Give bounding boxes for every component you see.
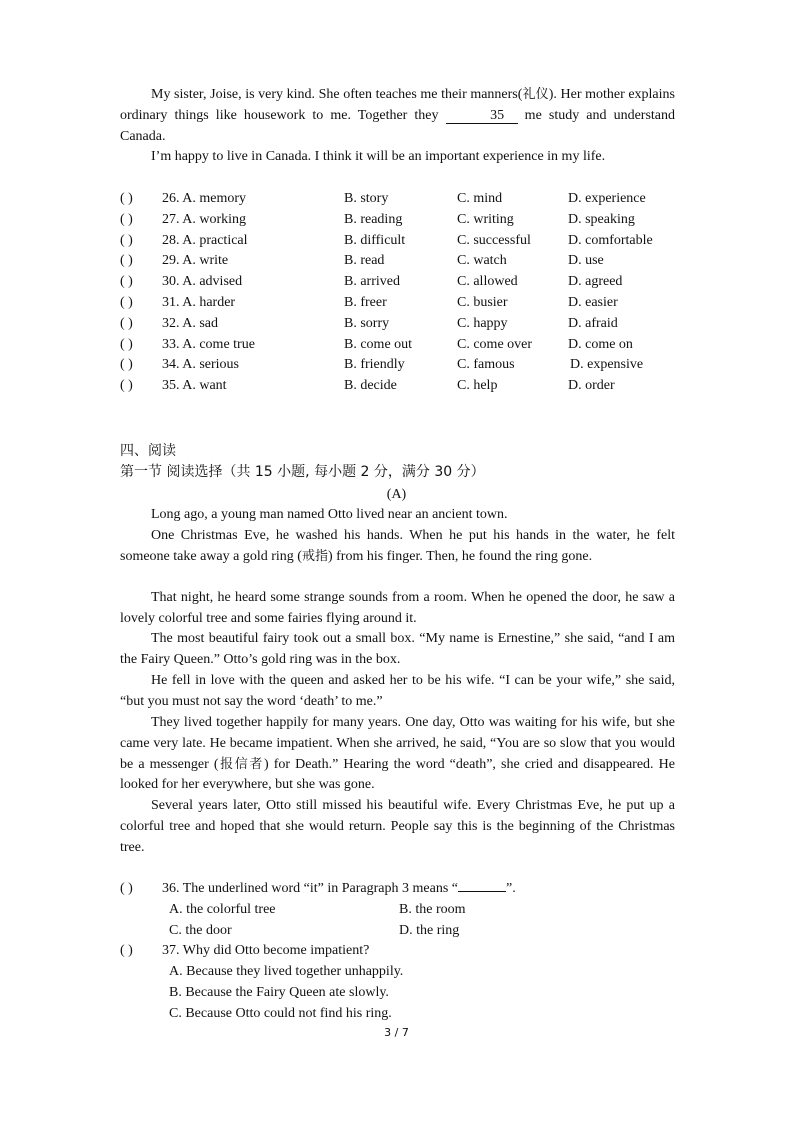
choice-option[interactable]: A. Because they lived together unhappily. [169, 964, 404, 979]
underline-blank [458, 891, 506, 892]
answer-paren[interactable]: ( ) [120, 357, 133, 372]
question-37: ( ) 37. Why did Otto become impatient? [120, 943, 370, 958]
reading-paragraph: Long ago, a young man named Otto lived near an ancient town. [151, 507, 508, 522]
option-row: ( ) 27. A. working B. reading C. writing D. speaking [120, 210, 680, 231]
reading-paragraph: Several years later, Otto still missed his beautiful wife. Every Christmas Eve, he put up a colorful tree and hoped that she would return. People say this is the beginning of the Christmas tree. [120, 798, 675, 855]
answer-paren[interactable]: ( ) [120, 881, 133, 896]
option-row: ( ) 31. A. harder B. freer C. busier D. easier [120, 293, 680, 314]
answer-paren[interactable]: ( ) [120, 316, 133, 331]
reading-paragraph: He fell in love with the queen and asked her to be his wife. “I can be your wife,” she said, “but you must not say the word ‘death’ to me.” [120, 673, 675, 709]
answer-paren[interactable]: ( ) [120, 378, 133, 393]
reading-paragraph: One Christmas Eve, he washed his hands. When he put his hands in the water, he felt someone take away a gold ring (戒指) from his finger. Then, he found the ring gone. [120, 528, 675, 564]
option-row: ( ) 29. A. write B. read C. watch D. use [120, 251, 680, 272]
answer-paren[interactable]: ( ) [120, 253, 133, 268]
passage-label: (A) [386, 487, 407, 502]
answer-paren[interactable]: ( ) [120, 337, 133, 352]
question-36: ( ) 36. The underlined word “it” in Paragraph 3 means “ ”. [120, 881, 516, 896]
answer-paren[interactable]: ( ) [120, 274, 133, 289]
option-row: ( ) 28. A. practical B. difficult C. successful D. comfortable [120, 231, 680, 252]
option-row: ( ) 32. A. sad B. sorry C. happy D. afraid [120, 314, 680, 335]
section-title: 四、阅读 [120, 443, 176, 459]
answer-paren[interactable]: ( ) [120, 191, 133, 206]
option-row: ( ) 26. A. memory B. story C. mind D. experience [120, 189, 680, 210]
reading-paragraph: They lived together happily for many years. One day, Otto was waiting for his wife, but she came very late. He became impatient. When she arrived, he said, “You are so slow that you would be a messenger (报信者) for Death.” Hearing the word “death”, she cried and disappeared. He looked for her everywhere, but she was gone. [120, 715, 675, 793]
reading-paragraph: The most beautiful fairy took out a small box. “My name is Ernestine,” she said, “and I am the Fairy Queen.” Otto’s gold ring was in the box. [120, 631, 675, 667]
choice-option[interactable]: B. Because the Fairy Queen ate slowly. [169, 985, 389, 1000]
passage-paragraph: My sister, Joise, is very kind. She often teaches me their manners(礼仪). Her mother explains ordinary things like housework to me. Together they 35 me study and understand Canada. [120, 87, 675, 144]
choice-option[interactable]: C. Because Otto could not find his ring. [169, 1006, 392, 1021]
answer-paren[interactable]: ( ) [120, 233, 133, 248]
option-row: ( ) 35. A. want B. decide C. help D. order [120, 376, 680, 397]
choice-option[interactable]: C. the door [169, 923, 232, 938]
section-subtitle: 第一节 阅读选择（共 15 小题, 每小题 2 分，满分 30 分） [120, 464, 485, 480]
option-row: ( ) 34. A. serious B. friendly C. famous D. expensive [120, 355, 680, 376]
passage-paragraph: I’m happy to live in Canada. I think it will be an important experience in my life. [151, 149, 606, 164]
choice-option[interactable]: D. the ring [399, 923, 460, 938]
reading-paragraph: That night, he heard some strange sounds from a room. When he opened the door, he saw a lovely colorful tree and some fairies flying around it. [120, 590, 675, 626]
page-number: 3 / 7 [384, 1026, 409, 1039]
option-row: ( ) 33. A. come true B. come out C. come over D. come on [120, 335, 680, 356]
option-row: ( ) 30. A. advised B. arrived C. allowed D. agreed [120, 272, 680, 293]
choice-option[interactable]: B. the room [399, 902, 466, 917]
answer-paren[interactable]: ( ) [120, 943, 133, 958]
answer-blank-35: 35 [446, 109, 518, 124]
choice-option[interactable]: A. the colorful tree [169, 902, 276, 917]
answer-paren[interactable]: ( ) [120, 212, 133, 227]
answer-paren[interactable]: ( ) [120, 295, 133, 310]
